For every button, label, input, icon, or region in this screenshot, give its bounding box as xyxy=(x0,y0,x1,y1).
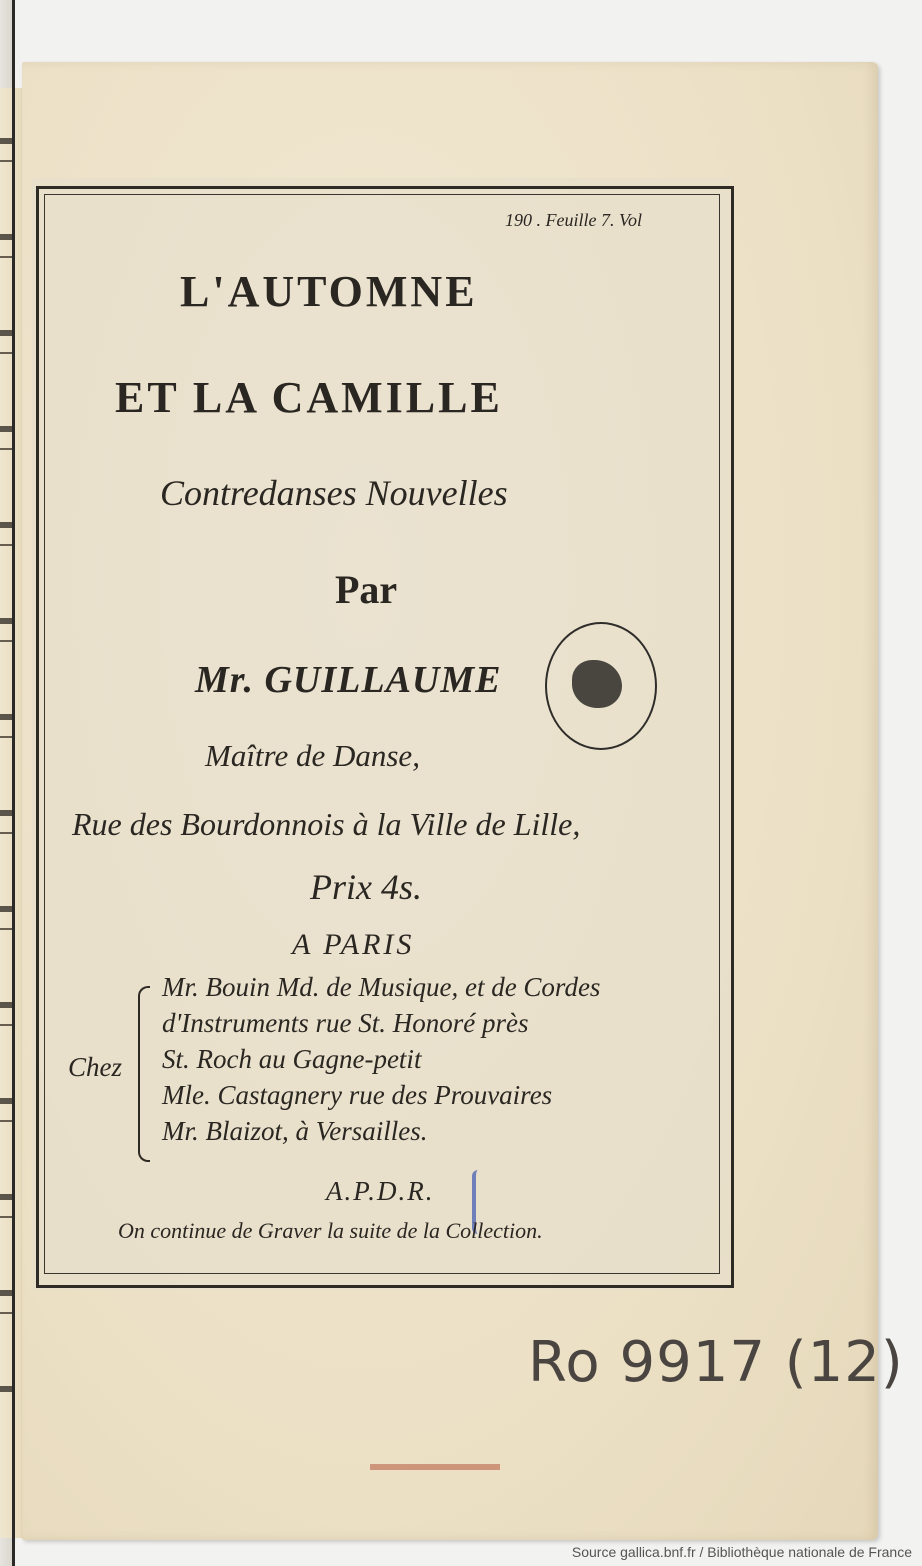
sellers-prefix: Chez xyxy=(68,1052,122,1082)
city: A PARIS xyxy=(292,928,415,961)
binding-thread xyxy=(12,0,15,1566)
sellers-brace xyxy=(138,986,150,1162)
seller-line: Mr. Blaizot, à Versailles. xyxy=(162,1116,428,1146)
seller-line: d'Instruments rue St. Honoré près xyxy=(162,1008,529,1038)
composer-name: Mr. GUILLAUME xyxy=(195,659,502,701)
subtitle: Contredanses Nouvelles xyxy=(160,473,508,513)
folio-mark: 190 . Feuille 7. Vol xyxy=(505,210,642,230)
by-line: Par xyxy=(335,567,398,612)
shelfmark-handwritten: Ro 9917 (12) xyxy=(528,1330,904,1395)
seller-line: Mr. Bouin Md. de Musique, et de Cordes xyxy=(162,972,601,1002)
privilege-mark: A.P.D.R. xyxy=(326,1176,435,1206)
seller-line: St. Roch au Gagne-petit xyxy=(162,1044,422,1074)
composer-address: Rue des Bourdonnois à la Ville de Lille, xyxy=(72,806,581,842)
red-ink-trace xyxy=(370,1464,500,1470)
title-line-1: L'AUTOMNE xyxy=(180,267,478,316)
title-line-2: ET LA CAMILLE xyxy=(115,373,503,422)
source-credit: Source gallica.bnf.fr / Bibliothèque nationale de France xyxy=(571,1544,912,1560)
seller-line: Mle. Castagnery rue des Prouvaires xyxy=(162,1080,553,1110)
price: Prix 4s. xyxy=(310,867,422,907)
continuation-note: On continue de Graver la suite de la Collection. xyxy=(118,1218,543,1243)
composer-role: Maître de Danse, xyxy=(205,738,420,773)
